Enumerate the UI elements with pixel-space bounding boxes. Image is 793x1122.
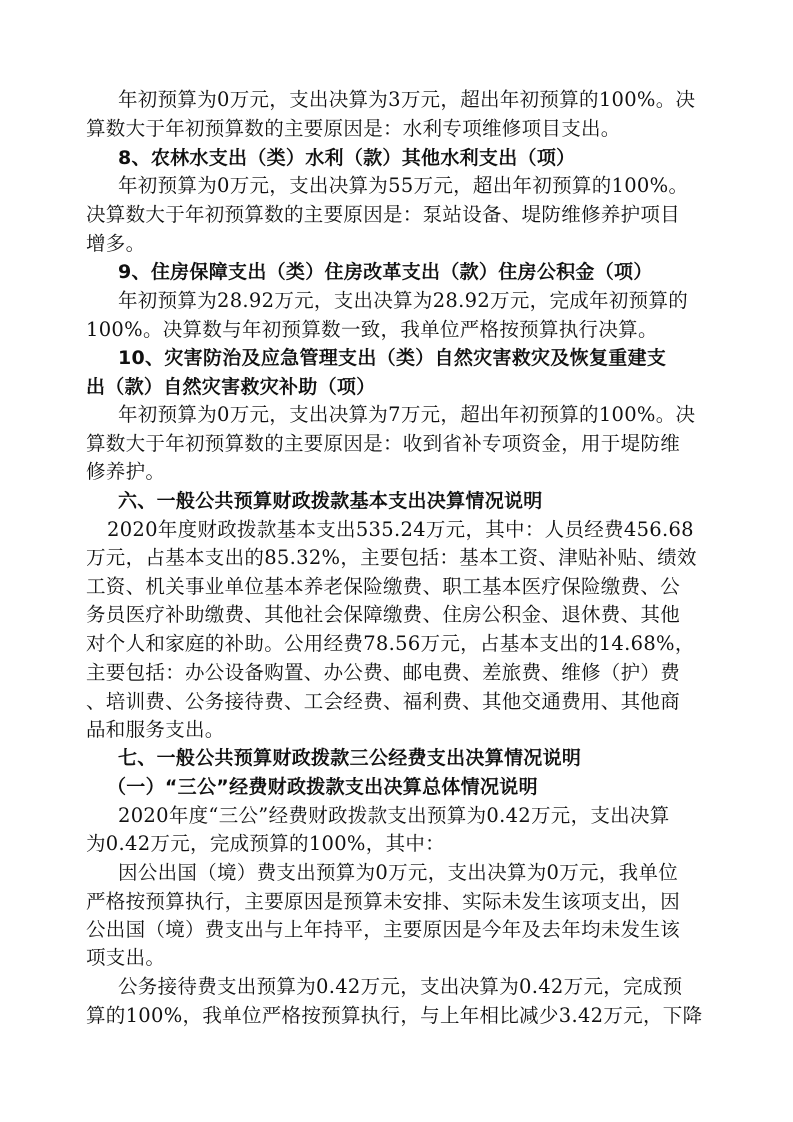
paragraph-line: 年初预算为0万元，支出决算为3万元，超出年初预算的100%。决 [118,88,696,111]
paragraph-line: 工资、机关事业单位基本养老保险缴费、职工基本医疗保险缴费、公 [86,575,681,598]
paragraph-line: 年初预算为0万元，支出决算为55万元，超出年初预算的100%。 [118,174,689,197]
section-heading: 六、一般公共预算财政拨款基本支出决算情况说明 [118,490,543,512]
paragraph-line: 2020年度“三公”经费财政拨款支出预算为0.42万元，支出决算 [118,804,670,827]
paragraph-line: 严格按预算执行，主要原因是预算未安排、实际未发生该项支出，因 [86,890,681,913]
section-heading: 出（款）自然灾害救灾补助（项） [86,376,376,398]
paragraph-line: 万元，占基本支出的85.32%，主要包括：基本工资、津贴补贴、绩效 [86,546,697,569]
paragraph-line: 年初预算为0万元，支出决算为7万元，超出年初预算的100%。决 [118,403,696,426]
paragraph-line: 公务接待费支出预算为0.42万元，支出决算为0.42万元，完成预 [118,975,683,998]
subsection-heading: （一）“三公”经费财政拨款支出决算总体情况说明 [107,776,538,798]
section-heading: 8、农林水支出（类）水利（款）其他水利支出（项） [118,147,576,169]
section-heading: 9、住房保障支出（类）住房改革支出（款）住房公积金（项） [118,261,653,283]
paragraph-line: 修养护。 [86,460,166,483]
section-heading: 七、一般公共预算财政拨款三公经费支出决算情况说明 [118,747,582,769]
paragraph-line: 为0.42万元，完成预算的100%，其中： [86,832,445,855]
paragraph-line: 年初预算为28.92万元，支出决算为28.92万元，完成年初预算的 [118,289,689,312]
paragraph-line: 2020年度财政拨款基本支出535.24万元，其中：人员经费456.68 [107,518,694,541]
paragraph-line: 品和服务支出。 [86,718,225,741]
paragraph-line: 公出国（境）费支出与上年持平，主要原因是今年及去年均未发生该 [86,918,681,941]
paragraph-line: 因公出国（境）费支出预算为0万元，支出决算为0万元，我单位 [118,861,679,884]
paragraph-line: 算的100%，我单位严格按预算执行，与上年相比减少3.42万元，下降 [86,1004,703,1027]
paragraph-line: 增多。 [86,232,146,255]
paragraph-line: 100%。决算数与年初预算数一致，我单位严格按预算执行决算。 [86,318,658,341]
paragraph-line: 对个人和家庭的补助。公用经费78.56万元，占基本支出的14.68%， [86,632,695,655]
paragraph-line: 、培训费、公务接待费、工会经费、福利费、其他交通费用、其他商 [86,690,681,713]
paragraph-line: 算数大于年初预算数的主要原因是：水利专项维修项目支出。 [86,117,621,140]
paragraph-line: 决算数大于年初预算数的主要原因是：泵站设备、堤防维修养护项目 [86,203,681,226]
section-heading: 10、灾害防治及应急管理支出（类）自然灾害救灾及恢复重建支 [118,347,667,369]
paragraph-line: 项支出。 [86,946,166,969]
paragraph-line: 算数大于年初预算数的主要原因是：收到省补专项资金，用于堤防维 [86,432,681,455]
paragraph-line: 务员医疗补助缴费、其他社会保障缴费、住房公积金、退休费、其他 [86,603,681,626]
paragraph-line: 主要包括：办公设备购置、办公费、邮电费、差旅费、维修（护）费 [86,661,681,684]
